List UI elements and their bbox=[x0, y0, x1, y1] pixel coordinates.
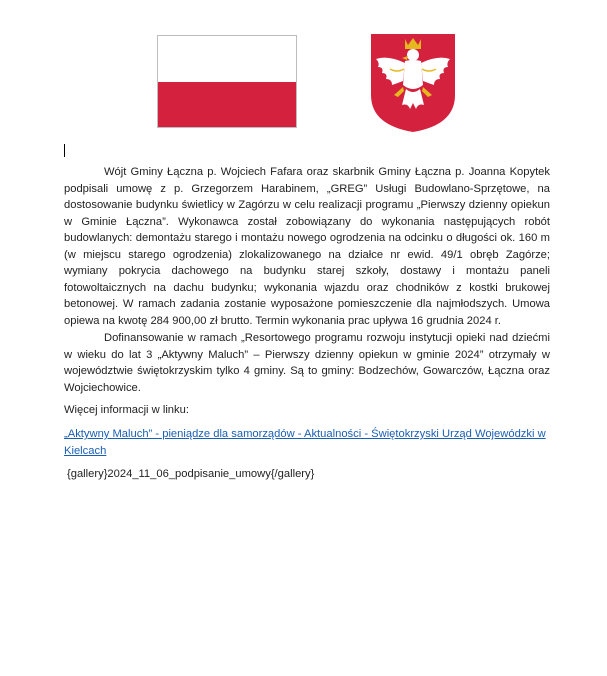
paragraph-funding: Dofinansowanie w ramach „Resortowego programu rozwoju instytucji opieki nad dziećmi w wieku do lat 3 „Aktywny Maluch” – Pierwszy dzienny opiekun w gminie 2024” otrzymały w województwie świętokrzyskim tylko 4 gminy. Są to gminy: Bodzechów, Gowarczów, Łączna oraz Wojciechowice. bbox=[64, 332, 550, 394]
aktywny-maluch-link[interactable]: „Aktywny Maluch” - pieniądze dla samorządów - Aktualności - Świętokrzyski Urząd Wojewódzki w Kielcach bbox=[64, 428, 546, 457]
eagle-emblem-icon bbox=[370, 33, 456, 133]
paragraph-contract: Wójt Gminy Łączna p. Wojciech Fafara oraz skarbnik Gminy Łączna p. Joanna Kopytek podpisali umowę z p. Grzegorzem Harabinem, „GREG” Usługi Budowlano-Sprzętowe, na dostosowanie budynku świetlicy w Zagórzu w celu realizacji programu „Pierwszy dzienny opiekun w Gminie Łączna”. Wykonawca został zobowiązany do wykonania następujących robót budowlanych: demontażu starego i montażu nowego ogrodzenia na odcinku o długości ok. 160 m (w miejscu starego ogrodzenia) zlokalizowanego na działce nr ewid. 49/1 obręb Zagórze; wymiany pokrycia dachowego na budynku starej szkoły, dostawy i montażu paneli fotowoltaicznych na dachu budynku; wykonania wjazdu oraz chodników z kostki brukowej betonowej. W ramach zadania zostanie wyposażone pomieszczenie dla najmłodszych. Umowa opiewa na kwotę 284 900,00 zł brutto. Termin wykonania prac upływa 16 grudnia 2024 r. bbox=[64, 166, 550, 327]
text-cursor bbox=[64, 144, 65, 157]
polish-flag-image bbox=[157, 35, 297, 128]
flag-red-stripe bbox=[158, 82, 296, 128]
gallery-tag: {gallery}2024_11_06_podpisanie_umowy{/gallery} bbox=[67, 468, 315, 480]
more-info-label: Więcej informacji w linku: bbox=[64, 404, 189, 416]
flag-white-stripe bbox=[158, 36, 296, 82]
